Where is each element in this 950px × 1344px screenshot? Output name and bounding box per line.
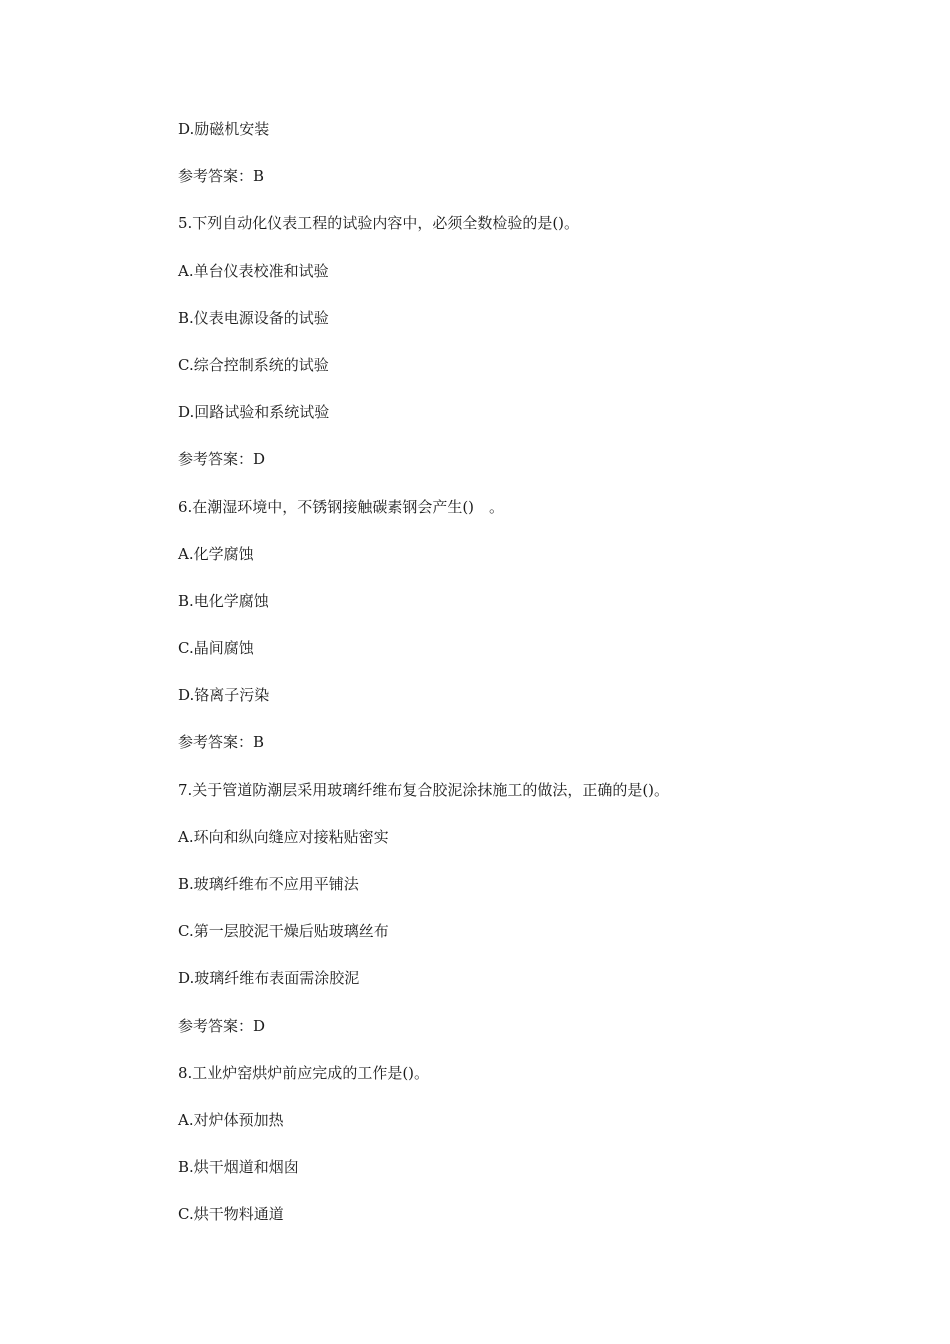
option-line: B.烘干烟道和烟囱 (178, 1158, 299, 1177)
option-line: C.综合控制系统的试验 (178, 355, 329, 374)
option-line: C.晶间腐蚀 (178, 639, 254, 658)
option-line: D.回路试验和系统试验 (178, 403, 330, 422)
option-line: D.铬离子污染 (178, 686, 270, 705)
answer-line: 参考答案：D (178, 450, 266, 469)
answer-line: 参考答案：D (178, 1016, 266, 1035)
option-line: A.对炉体预加热 (178, 1110, 284, 1129)
option-line: B.玻璃纤维布不应用平铺法 (178, 875, 359, 893)
question-line: 5.下列自动化仪表工程的试验内容中，必须全数检验的是()。 (178, 214, 580, 233)
option-line: D.励磁机安装 (178, 120, 270, 138)
question-line: 7.关于管道防潮层采用玻璃纤维布复合胶泥涂抹施工的做法，正确的是()。 (178, 780, 670, 799)
option-line: B.电化学腐蚀 (178, 591, 269, 610)
question-line: 6.在潮湿环境中，不锈钢接触碳素钢会产生() 。 (178, 497, 505, 516)
option-line: A.单台仪表校准和试验 (178, 261, 329, 280)
option-line: D.玻璃纤维布表面需涂胶泥 (178, 969, 360, 988)
option-line: B.仪表电源设备的试验 (178, 308, 329, 327)
document-body (178, 116, 898, 1249)
question-line: 8.工业炉窑烘炉前应完成的工作是()。 (178, 1063, 430, 1082)
answer-line: 参考答案：B (178, 167, 265, 186)
option-line: A.环向和纵向缝应对接粘贴密实 (178, 827, 389, 846)
option-line: C.烘干物料通道 (178, 1205, 284, 1224)
option-line: C.第一层胶泥干燥后贴玻璃丝布 (178, 922, 389, 941)
answer-line: 参考答案：B (178, 733, 265, 752)
option-line: A.化学腐蚀 (178, 544, 254, 563)
